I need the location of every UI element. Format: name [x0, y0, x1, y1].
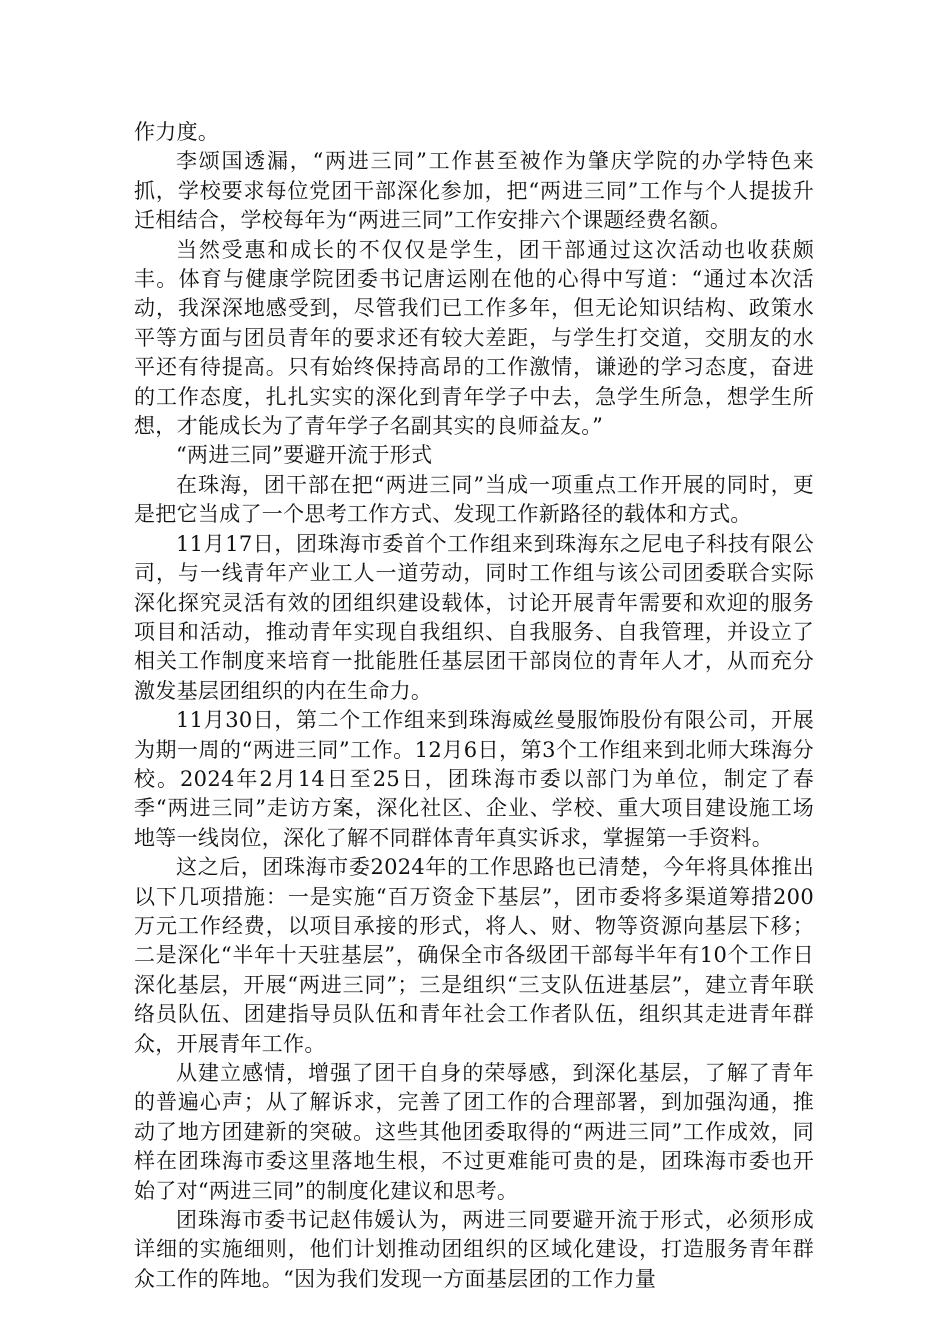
paragraph-nov-30: 11月30日，第二个工作组来到珠海威丝曼服饰股份有限公司，开展为期一周的“两进三同”工作。12月6日，第3个工作组来到北师大珠海分校。2024年2月14日至25日，团珠海市委以部门为单位，制定了春季“两进三同”走访方案，深化社区、企业、学校、重大项目建设施工场地等一线岗位，深化了解不同群体青年真实诉求，掌握第一手资料。	[134, 708, 814, 850]
paragraph-2024-measures: 这之后，团珠海市委2024年的工作思路也已清楚，今年将具体推出以下几项措施：一是实施“百万资金下基层”，团市委将多渠道筹措200万元工作经费，以项目承接的形式，将人、财、物等资源向基层下移；二是深化“半年十天驻基层”，确保全市各级团干部每半年有10个工作日深化基层，开展“两进三同”；三是组织“三支队伍进基层”，建立青年联络员队伍、团建指导员队伍和青年社会工作者队伍，组织其走进青年群众，开展青年工作。	[134, 855, 814, 1056]
paragraph-outcomes: 从建立感情，增强了团干自身的荣辱感，到深化基层，了解了青年的普遍心声；从了解诉求，完善了团工作的合理部署，到加强沟通，推动了地方团建新的突破。这些其他团委取得的“两进三同”工作成效，同样在团珠海市委这里落地生根，不过更难能可贵的是，团珠海市委也开始了对“两进三同”的制度化建议和思考。	[134, 1061, 814, 1203]
paragraph-zhuhai-intro: 在珠海，团干部在把“两进三同”当成一项重点工作开展的同时，更是把它当成了一个思考工作方式、发现工作新路径的载体和方式。	[134, 472, 814, 527]
paragraph-continuation: 作力度。	[134, 120, 220, 144]
paragraph-nov-17: 11月17日，团珠海市委首个工作组来到珠海东之尼电子科技有限公司，与一线青年产业工人一道劳动，同时工作组与该公司团委联合实际深化探究灵活有效的团组织建设载体，讨论开展青年需要和欢迎的服务项目和活动，推动青年实现自我组织、自我服务、自我管理，并设立了相关工作制度来培育一批能胜任基层团干部岗位的青年人才，从而充分激发基层团组织的内在生命力。	[134, 531, 814, 703]
body-text	[134, 118, 814, 1294]
paragraph-secretary-view: 团珠海市委书记赵伟媛认为，两进三同要避开流于形式，必须形成详细的实施细则，他们计划推动团组织的区域化建设，打造服务青年群众工作的阵地。“因为我们发现一方面基层团的工作力量	[134, 1208, 814, 1291]
paragraph-zhaoqing-college: 李颂国透漏，“两进三同”工作甚至被作为肇庆学院的办学特色来抓，学校要求每位党团干部深化参加，把“两进三同”工作与个人提拔升迁相结合，学校每年为“两进三同”工作安排六个课题经费名额。	[134, 149, 814, 233]
paragraph-cadre-reflection: 当然受惠和成长的不仅仅是学生，团干部通过这次活动也收获颇丰。体育与健康学院团委书记唐运刚在他的心得中写道：“通过本次活动，我深深地感受到，尽管我们已工作多年，但无论知识结构、政策水平等方面与团员青年的要求还有较大差距，与学生打交道，交朋友的水平还有待提高。只有始终保持高昂的工作激情，谦逊的学习态度，奋进的工作态度，扎扎实实的深化到青年学子中去，急学生所急，想学生所想，才能成长为了青年学子名副其实的良师益友。”	[134, 237, 814, 439]
section-heading: “两进三同”要避开流于形式	[176, 443, 433, 468]
